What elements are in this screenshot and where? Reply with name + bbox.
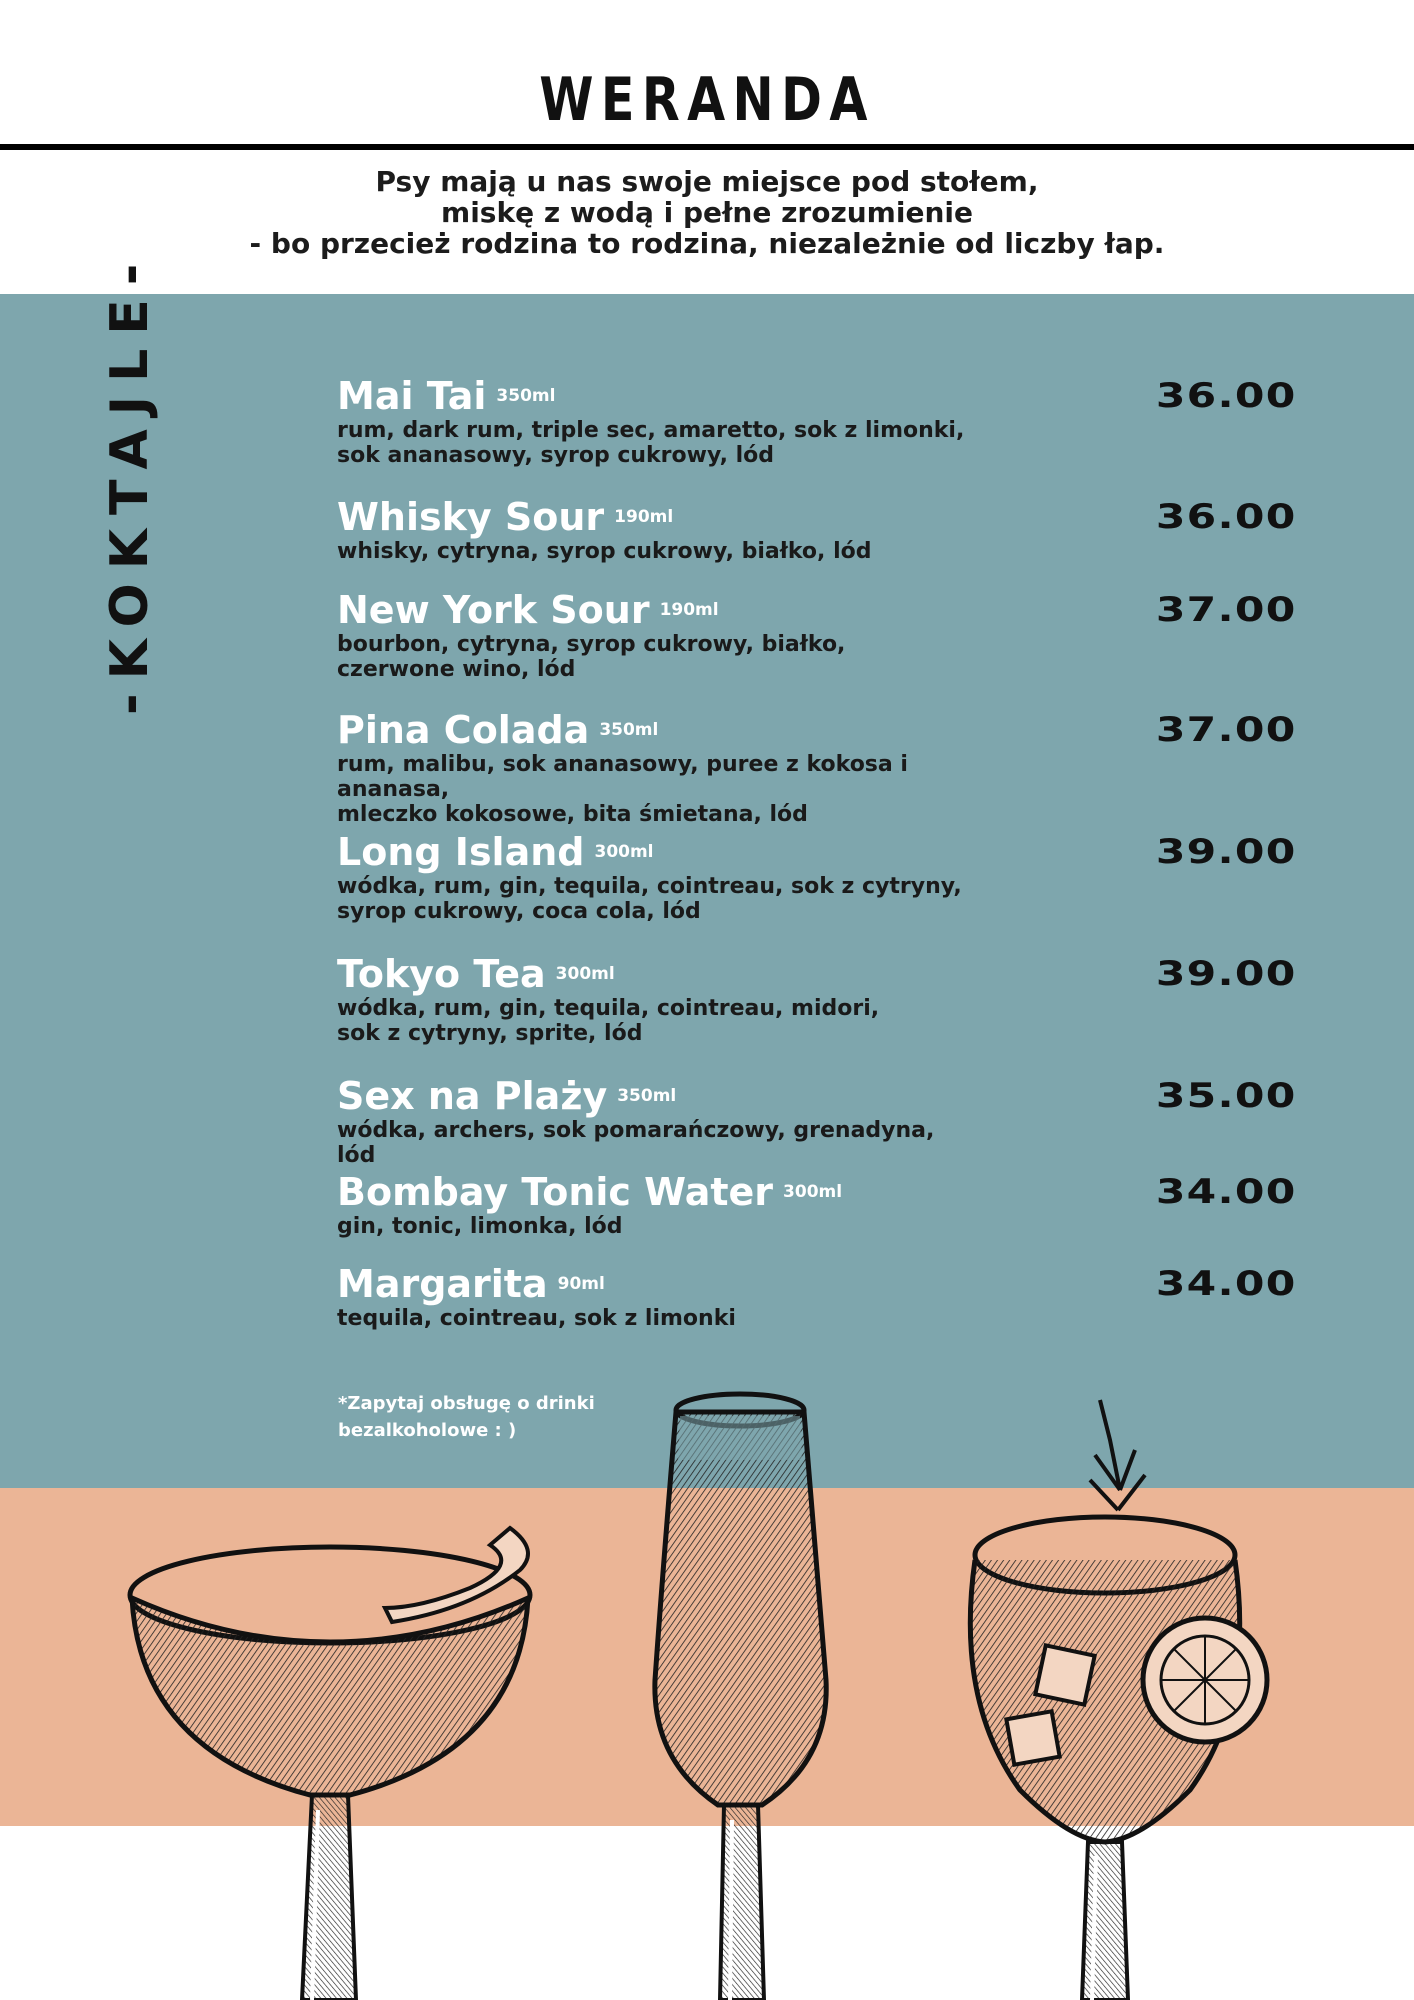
item-volume: 300ml xyxy=(555,964,615,984)
page-title: WERANDA xyxy=(539,65,875,135)
item-price: 34.00 xyxy=(1156,1172,1297,1212)
item-description xyxy=(337,1306,977,1331)
item-description-line: whisky, cytryna, syrop cukrowy, białko, lód xyxy=(337,539,872,564)
item-price: 39.00 xyxy=(1156,954,1297,994)
item-volume: 350ml xyxy=(617,1086,677,1106)
cocktail-glasses-illustration xyxy=(0,1380,1414,2000)
menu-item xyxy=(337,588,1337,682)
item-price: 35.00 xyxy=(1156,1076,1297,1116)
gin-balloon-glass-illustration xyxy=(970,1400,1267,2000)
note-line: *Zapytaj obsługę o drinki xyxy=(338,1393,595,1414)
item-description-line: wódka, archers, sok pomarańczowy, grenadyna, lód xyxy=(337,1118,935,1168)
menu-item xyxy=(337,1262,1337,1331)
item-description xyxy=(337,752,977,827)
item-volume: 190ml xyxy=(659,600,719,620)
item-price: 36.00 xyxy=(1156,497,1297,537)
item-price: 37.00 xyxy=(1156,710,1297,750)
item-description-line: syrop cukrowy, coca cola, lód xyxy=(337,899,701,924)
item-name: Sex na Plaży xyxy=(337,1074,608,1118)
note-line: bezalkoholowe : ) xyxy=(338,1420,517,1441)
item-description-line: rum, dark rum, triple sec, amaretto, sok z limonki, xyxy=(337,418,965,443)
item-name: New York Sour xyxy=(337,588,650,632)
item-price: 37.00 xyxy=(1156,590,1297,630)
item-description-line: gin, tonic, limonka, lód xyxy=(337,1214,623,1239)
item-description-line: wódka, rum, gin, tequila, cointreau, sok z cytryny, xyxy=(337,874,962,899)
item-price: 39.00 xyxy=(1156,832,1297,872)
item-description xyxy=(337,632,977,682)
item-name: Bombay Tonic Water xyxy=(337,1170,774,1214)
tagline-line: Psy mają u nas swoje miejsce pod stołem, xyxy=(375,165,1039,198)
champagne-flute-illustration xyxy=(655,1394,826,2000)
item-volume: 350ml xyxy=(496,386,556,406)
item-volume: 350ml xyxy=(599,720,659,740)
item-description-line: rum, malibu, sok ananasowy, puree z kokosa i ananasa, xyxy=(337,752,908,802)
item-description-line: wódka, rum, gin, tequila, cointreau, midori, xyxy=(337,996,880,1021)
item-volume: 300ml xyxy=(594,842,654,862)
item-price: 34.00 xyxy=(1156,1264,1297,1304)
menu-item xyxy=(337,1170,1337,1239)
item-description xyxy=(337,418,977,468)
item-description-line: sok ananasowy, syrop cukrowy, lód xyxy=(337,443,775,468)
menu-item xyxy=(337,952,1337,1046)
menu-item xyxy=(337,1074,1337,1168)
item-name: Mai Tai xyxy=(337,374,487,418)
item-name: Pina Colada xyxy=(337,708,590,752)
item-volume: 190ml xyxy=(614,507,674,527)
item-description-line: tequila, cointreau, sok z limonki xyxy=(337,1306,736,1331)
coupe-glass-illustration xyxy=(130,1528,530,2000)
item-volume: 300ml xyxy=(783,1182,843,1202)
item-description xyxy=(337,874,977,924)
menu-item xyxy=(337,374,1337,468)
item-description xyxy=(337,996,977,1046)
item-description-line: sok z cytryny, sprite, lód xyxy=(337,1021,643,1046)
item-price: 36.00 xyxy=(1156,376,1297,416)
item-name: Margarita xyxy=(337,1262,548,1306)
item-description-line: mleczko kokosowe, bita śmietana, lód xyxy=(337,802,808,827)
item-description xyxy=(337,1118,977,1168)
menu-item xyxy=(337,495,1337,564)
section-label: -KOKTAJLE- xyxy=(100,249,160,715)
item-volume: 90ml xyxy=(557,1274,605,1294)
tagline xyxy=(0,166,1414,259)
menu-item xyxy=(337,830,1337,924)
item-description-line: bourbon, cytryna, syrop cukrowy, białko, xyxy=(337,632,846,657)
item-description-line: czerwone wino, lód xyxy=(337,657,576,682)
tagline-line: - bo przecież rodzina to rodzina, niezależnie od liczby łap. xyxy=(249,227,1165,260)
header-divider xyxy=(0,144,1414,150)
item-name: Whisky Sour xyxy=(337,495,605,539)
item-description xyxy=(337,1214,977,1239)
menu-item xyxy=(337,708,1337,827)
item-description xyxy=(337,539,977,564)
item-name: Long Island xyxy=(337,830,585,874)
item-name: Tokyo Tea xyxy=(337,952,546,996)
tagline-line: miskę z wodą i pełne zrozumienie xyxy=(441,196,973,229)
